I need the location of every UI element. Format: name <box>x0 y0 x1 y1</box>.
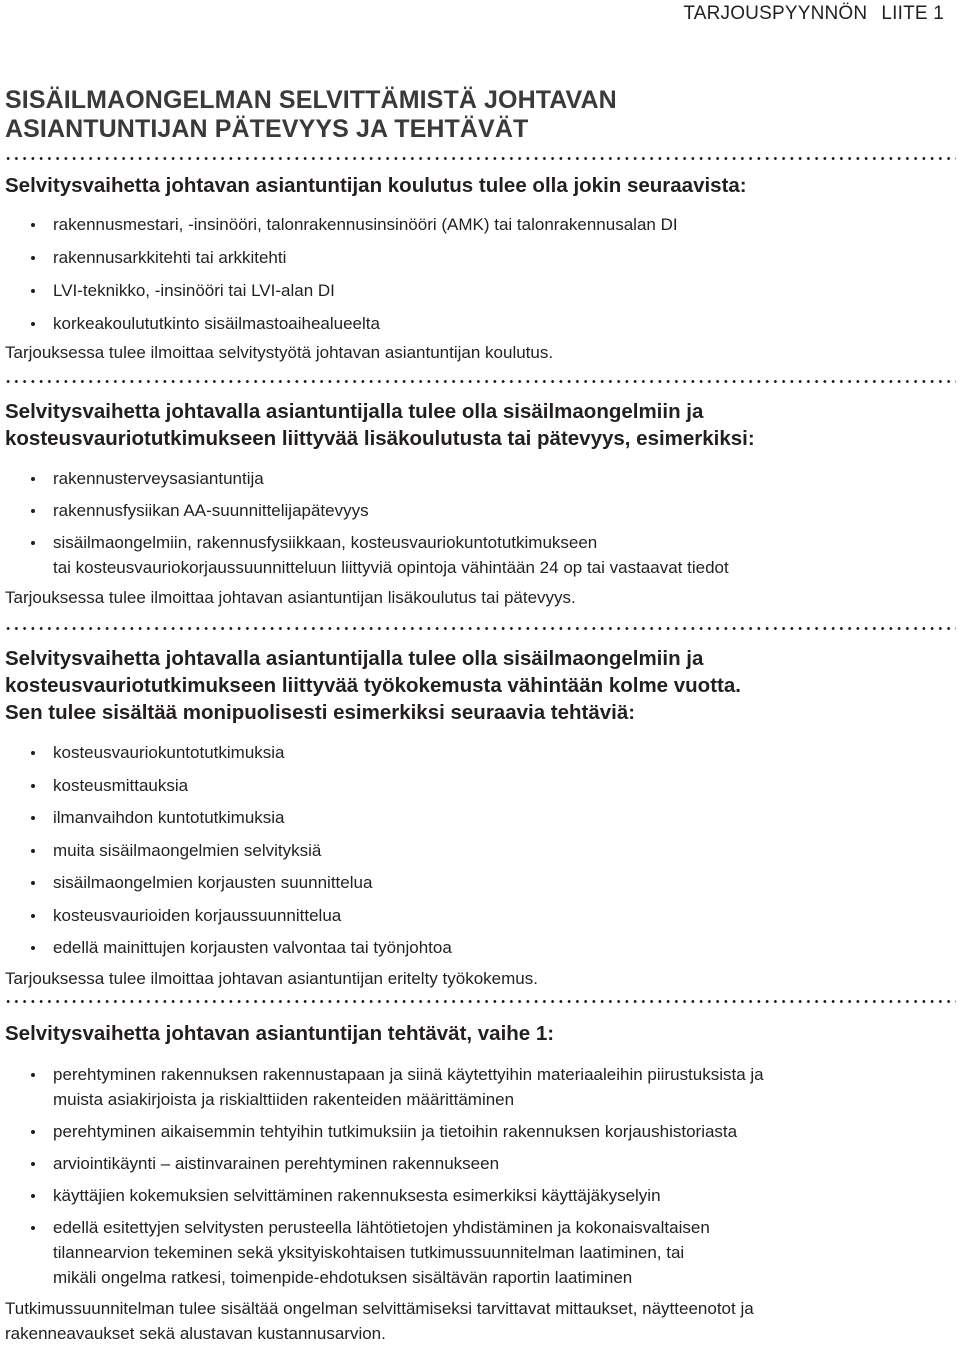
list-item <box>5 466 950 491</box>
text-line: perehtyminen rakennuksen rakennustapaan ja siinä käytettyihin materiaaleihin piirustuksista ja <box>53 1065 764 1084</box>
section-qualification <box>5 398 950 610</box>
text-line: korkeakoulututkinto sisäilmastoaihealueelta <box>53 314 380 333</box>
header-label: TARJOUSPYYNNÖN <box>683 3 868 24</box>
list-item <box>5 311 950 336</box>
dotted-divider <box>4 380 956 383</box>
list-item <box>5 740 950 765</box>
text-line: rakennusmestari, -insinööri, talonrakennusinsinööri (AMK) tai talonrakennusalan DI <box>53 215 678 234</box>
section-education <box>5 172 950 365</box>
text-line: Tarjouksessa tulee ilmoittaa johtavan asiantuntijan eritelty työkokemus. <box>5 969 538 988</box>
section-heading <box>5 645 950 726</box>
section-experience <box>5 645 950 991</box>
list-item <box>5 935 950 960</box>
text-line: sisäilmaongelmiin, rakennusfysiikkaan, kosteusvauriokuntotutkimukseen <box>53 533 598 552</box>
text-line: edellä esitettyjen selvitysten perusteella lähtötietojen yhdistäminen ja kokonaisvaltaisen <box>53 1218 710 1237</box>
text-line: Sen tulee sisältää monipuolisesti esimerkiksi seuraavia tehtäviä: <box>5 701 636 724</box>
section-note <box>5 1296 950 1346</box>
list-item <box>5 1119 950 1144</box>
text-line: muita sisäilmaongelmien selvityksiä <box>53 840 322 860</box>
document-header <box>683 3 944 25</box>
text-line: perehtyminen aikaisemmin tehtyihin tutkimuksiin ja tietoihin rakennuksen korjaushistoriasta <box>53 1122 738 1141</box>
text-line: muista asiakirjoista ja riskialttiiden rakenteiden määrittäminen <box>53 1090 515 1109</box>
list-item <box>5 1215 950 1290</box>
text-line: rakennusarkkitehti tai arkkitehti <box>53 248 287 267</box>
text-line: rakennusfysiikan AA-suunnittelijapätevyys <box>53 501 369 520</box>
text-line: Tarjouksessa tulee ilmoittaa selvitystyötä johtavan asiantuntijan koulutus. <box>5 343 554 362</box>
text-line: kosteusvauriotutkimukseen liittyvää työkokemusta vähintään kolme vuotta. <box>5 674 741 697</box>
section-heading <box>5 172 950 199</box>
section-note <box>5 585 950 610</box>
bullet-list <box>5 1062 950 1290</box>
list-item <box>5 212 950 237</box>
section-heading <box>5 398 950 452</box>
dotted-divider <box>4 1000 956 1003</box>
text-line: Selvitysvaihetta johtavan asiantuntijan tehtävät, vaihe 1: <box>5 1022 555 1045</box>
text-line: arviointikäynti – aistinvarainen perehtyminen rakennukseen <box>53 1154 500 1173</box>
text-line: kosteusvaurioiden korjaussuunnittelua <box>53 905 342 925</box>
text-line: tilannearvion tekeminen sekä yksityiskohtaisen tutkimussuunnitelman laatiminen, tai <box>53 1243 685 1262</box>
title-line: ASIANTUNTIJAN PÄTEVYYS JA TEHTÄVÄT <box>5 115 529 143</box>
text-line: Tarjouksessa tulee ilmoittaa johtavan asiantuntijan lisäkoulutus tai pätevyys. <box>5 588 576 607</box>
header-annex: LIITE 1 <box>881 3 944 24</box>
dotted-divider <box>4 627 956 630</box>
list-item <box>5 498 950 523</box>
text-line: Selvitysvaihetta johtavalla asiantuntijalla tulee olla sisäilmaongelmiin ja <box>5 647 704 670</box>
list-item <box>5 773 950 798</box>
text-line: Selvitysvaihetta johtavalla asiantuntijalla tulee olla sisäilmaongelmiin ja <box>5 400 704 423</box>
text-line: mikäli ongelma ratkesi, toimenpide-ehdotuksen sisältävän raportin laatiminen <box>53 1268 633 1287</box>
list-item <box>5 1151 950 1176</box>
title-line: SISÄILMAONGELMAN SELVITTÄMISTÄ JOHTAVAN <box>5 86 617 114</box>
section-note <box>5 966 950 991</box>
list-item <box>5 245 950 270</box>
text-line: ilmanvaihdon kuntotutkimuksia <box>53 808 285 827</box>
text-line: tai kosteusvauriokorjaussuunnitteluun liittyviä opintoja vähintään 24 op tai vastaavat tiedot <box>53 558 729 577</box>
bullet-list <box>5 466 950 580</box>
text-line: LVI-teknikko, -insinööri tai LVI-alan DI <box>53 281 335 300</box>
text-line: Selvitysvaihetta johtavan asiantuntijan koulutus tulee olla jokin seuraavista: <box>5 174 747 197</box>
section-note <box>5 340 950 365</box>
text-line: sisäilmaongelmien korjausten suunnittelua <box>53 873 373 892</box>
list-item <box>5 278 950 303</box>
section-tasks <box>5 1020 950 1346</box>
list-item <box>5 805 950 830</box>
list-item <box>5 870 950 895</box>
section-heading <box>5 1020 950 1047</box>
text-line: käyttäjien kokemuksien selvittäminen rakennuksesta esimerkiksi käyttäjäkyselyin <box>53 1186 661 1205</box>
list-item <box>5 530 950 580</box>
text-line: kosteusvauriotutkimukseen liittyvää lisäkoulutusta tai pätevyys, esimerkiksi: <box>5 427 755 450</box>
text-line: Tutkimussuunnitelman tulee sisältää ongelman selvittämiseksi tarvittavat mittaukset, näytteenotot ja <box>5 1299 754 1318</box>
page-title <box>5 86 617 144</box>
list-item <box>5 1062 950 1112</box>
text-line: edellä mainittujen korjausten valvontaa tai työnjohtoa <box>53 938 452 957</box>
text-line: kosteusvauriokuntotutkimuksia <box>53 743 285 762</box>
bullet-list <box>5 212 950 336</box>
list-item <box>5 903 950 928</box>
list-item <box>5 1183 950 1208</box>
bullet-list <box>5 740 950 960</box>
dotted-divider <box>4 157 956 160</box>
text-line: rakennusterveysasiantuntija <box>53 469 264 488</box>
text-line: kosteusmittauksia <box>53 775 189 795</box>
text-line: rakenneavaukset sekä alustavan kustannusarvion. <box>5 1324 386 1343</box>
list-item <box>5 838 950 863</box>
